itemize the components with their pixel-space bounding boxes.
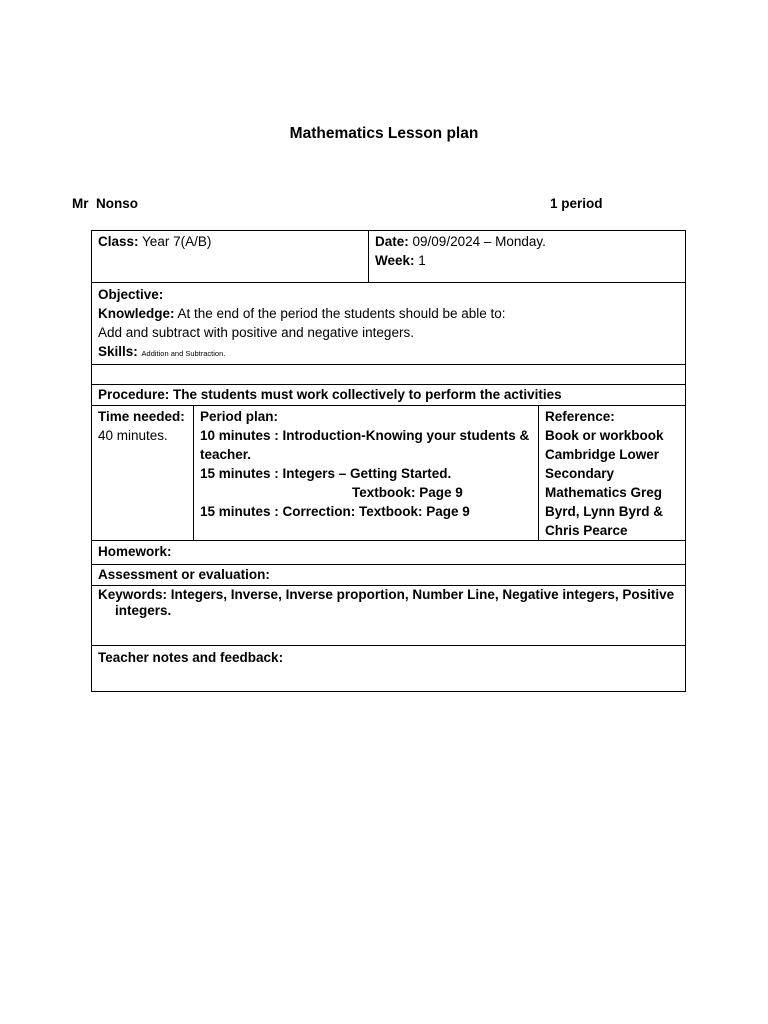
week-label: Week: <box>375 253 415 268</box>
time-value: 40 minutes. <box>98 428 168 443</box>
assessment-label: Assessment or evaluation: <box>92 565 686 586</box>
week-value: 1 <box>418 253 426 268</box>
period-plan-line-4: 15 minutes : Correction: Textbook: Page 9 <box>200 504 470 519</box>
reference-cell <box>539 406 686 541</box>
keywords-cell <box>92 586 686 646</box>
period-plan-line-2: 15 minutes : Integers – Getting Started. <box>200 466 452 481</box>
blank-row <box>92 365 686 385</box>
skills-value: Addition and Subtraction. <box>141 349 226 358</box>
reference-value: Book or workbook Cambridge Lower Secondary Mathematics Greg Byrd, Lynn Byrd & Chris Pearce <box>545 428 664 538</box>
class-label: Class: <box>98 234 139 249</box>
class-date-row <box>92 231 686 283</box>
period-plan-cell <box>194 406 539 541</box>
schedule-row <box>92 406 686 541</box>
period-plan-label: Period plan: <box>200 409 279 424</box>
keywords-text: Keywords: Integers, Inverse, Inverse proportion, Number Line, Negative integers, Positive integers. <box>98 587 675 618</box>
knowledge-value: At the end of the period the students should be able to: <box>177 306 506 321</box>
objective-cell <box>92 283 686 365</box>
class-cell <box>92 231 369 283</box>
skills-label: Skills: <box>98 344 138 359</box>
homework-row <box>92 541 686 565</box>
procedure-row <box>92 385 686 406</box>
lesson-plan-table <box>91 230 686 692</box>
document-title: Mathematics Lesson plan <box>289 125 479 142</box>
notes-label: Teacher notes and feedback: <box>92 646 686 692</box>
date-week-cell <box>369 231 686 283</box>
notes-row <box>92 646 686 692</box>
knowledge-line-2: Add and subtract with positive and negative integers. <box>98 325 414 340</box>
blank-cell <box>92 365 686 385</box>
assessment-row <box>92 565 686 586</box>
date-value: 09/09/2024 – Monday. <box>412 234 546 249</box>
procedure-text: Procedure: The students must work collectively to perform the activities <box>92 385 686 406</box>
knowledge-label: Knowledge: <box>98 306 175 321</box>
time-cell <box>92 406 194 541</box>
objective-label: Objective: <box>98 287 164 302</box>
period-count: 1 period <box>550 196 603 211</box>
class-value: Year 7(A/B) <box>142 234 212 249</box>
period-plan-line-3: Textbook: Page 9 <box>352 485 463 500</box>
reference-label: Reference: <box>545 409 615 424</box>
date-label: Date: <box>375 234 409 249</box>
period-plan-line-1: 10 minutes : Introduction-Knowing your students & teacher. <box>200 428 530 462</box>
objective-row <box>92 283 686 365</box>
homework-label: Homework: <box>92 541 686 565</box>
teacher-name: Mr Nonso <box>72 196 138 211</box>
time-label: Time needed: <box>98 409 185 424</box>
keywords-row <box>92 586 686 646</box>
